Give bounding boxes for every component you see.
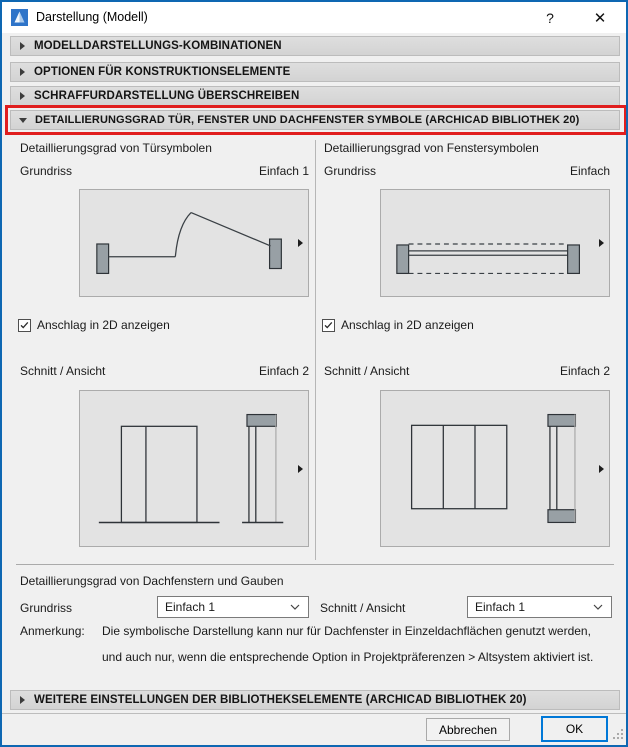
window-title: Darstellung (Modell) — [36, 10, 148, 24]
column-divider — [315, 140, 316, 560]
skylight-section-dropdown-value: Einfach 1 — [475, 600, 526, 614]
section-label: MODELLDARSTELLUNGS-KOMBINATIONEN — [34, 40, 282, 52]
archicad-app-icon — [11, 9, 28, 26]
window-plan-label: Grundriss — [324, 164, 377, 178]
window-elevation-preview[interactable] — [380, 390, 610, 547]
window-section-label: Schnitt / Ansicht — [324, 364, 410, 378]
close-button[interactable]: ✕ — [582, 2, 618, 33]
checkbox-checked-icon[interactable] — [18, 319, 31, 332]
section-model-view-combinations[interactable] — [10, 36, 620, 56]
section-construction-options[interactable] — [10, 62, 620, 82]
horizontal-divider — [16, 564, 614, 565]
note-label: Anmerkung: — [20, 624, 85, 638]
window-plan-symbol — [381, 190, 609, 296]
skylight-plan-dropdown-value: Einfach 1 — [165, 600, 216, 614]
window-plan-preview[interactable] — [380, 189, 610, 297]
door-section-value: Einfach 2 — [258, 364, 309, 378]
chevron-down-icon — [593, 604, 603, 610]
section-label: WEITERE EINSTELLUNGEN DER BIBLIOTHEKSELEMENTE (ARCHICAD BIBLIOTHEK 20) — [34, 694, 527, 706]
door-plan-label: Grundriss — [20, 164, 73, 178]
footer-divider — [2, 713, 628, 714]
chevron-right-icon — [20, 92, 25, 100]
flyout-arrow-icon[interactable] — [599, 239, 604, 247]
note-text-line1: Die symbolische Darstellung kann nur für Dachfenster in Einzeldachflächen genutzt werden, — [102, 624, 591, 638]
door-elevation-symbol — [80, 391, 308, 546]
door-plan-symbol — [80, 190, 308, 296]
cancel-button[interactable]: Abbrechen — [426, 718, 510, 741]
door-plan-preview[interactable] — [79, 189, 309, 297]
window-checkbox-label: Anschlag in 2D anzeigen — [341, 318, 474, 332]
window-section-value: Einfach 2 — [559, 364, 610, 378]
section-label: SCHRAFFURDARSTELLUNG ÜBERSCHREIBEN — [34, 90, 300, 102]
chevron-right-icon — [20, 68, 25, 76]
door-anschlag-checkbox-row[interactable] — [18, 318, 170, 332]
window-anschlag-checkbox-row[interactable] — [322, 318, 474, 332]
door-plan-value: Einfach 1 — [258, 164, 309, 178]
window-plan-value: Einfach — [569, 164, 610, 178]
flyout-arrow-icon[interactable] — [599, 465, 604, 473]
skylight-plan-label: Grundriss — [20, 601, 73, 615]
skylight-section-dropdown[interactable] — [467, 596, 612, 618]
section-label: OPTIONEN FÜR KONSTRUKTIONSELEMENTE — [34, 66, 291, 78]
door-panel-title: Detaillierungsgrad von Türsymbolen — [20, 141, 212, 155]
note-text-line2: und auch nur, wenn die entsprechende Option in Projektpräferenzen > Altsystem aktiviert ist. — [102, 650, 594, 664]
door-checkbox-label: Anschlag in 2D anzeigen — [37, 318, 170, 332]
ok-button[interactable]: OK — [541, 716, 608, 742]
resize-grip[interactable] — [612, 728, 624, 743]
section-fill-override[interactable] — [10, 86, 620, 106]
chevron-right-icon — [20, 696, 25, 704]
skylight-plan-dropdown[interactable] — [157, 596, 309, 618]
section-detail-level[interactable] — [10, 110, 620, 130]
skylight-section-label: Schnitt / Ansicht — [320, 601, 406, 615]
door-section-label: Schnitt / Ansicht — [20, 364, 106, 378]
chevron-right-icon — [20, 42, 25, 50]
checkbox-checked-icon[interactable] — [322, 319, 335, 332]
chevron-down-icon — [290, 604, 300, 610]
help-button[interactable]: ? — [532, 2, 568, 33]
window-elevation-symbol — [381, 391, 609, 546]
flyout-arrow-icon[interactable] — [298, 465, 303, 473]
flyout-arrow-icon[interactable] — [298, 239, 303, 247]
door-elevation-preview[interactable] — [79, 390, 309, 547]
window-panel-title: Detaillierungsgrad von Fenstersymbolen — [324, 141, 539, 155]
section-more-settings[interactable] — [10, 690, 620, 710]
section-label: DETAILLIERUNGSGRAD TÜR, FENSTER UND DACHFENSTER SYMBOLE (ARCHICAD BIBLIOTHEK 20) — [35, 114, 580, 126]
skylight-panel-title: Detaillierungsgrad von Dachfenstern und Gauben — [20, 574, 284, 588]
chevron-down-icon — [19, 118, 27, 123]
title-bar[interactable] — [2, 2, 626, 33]
